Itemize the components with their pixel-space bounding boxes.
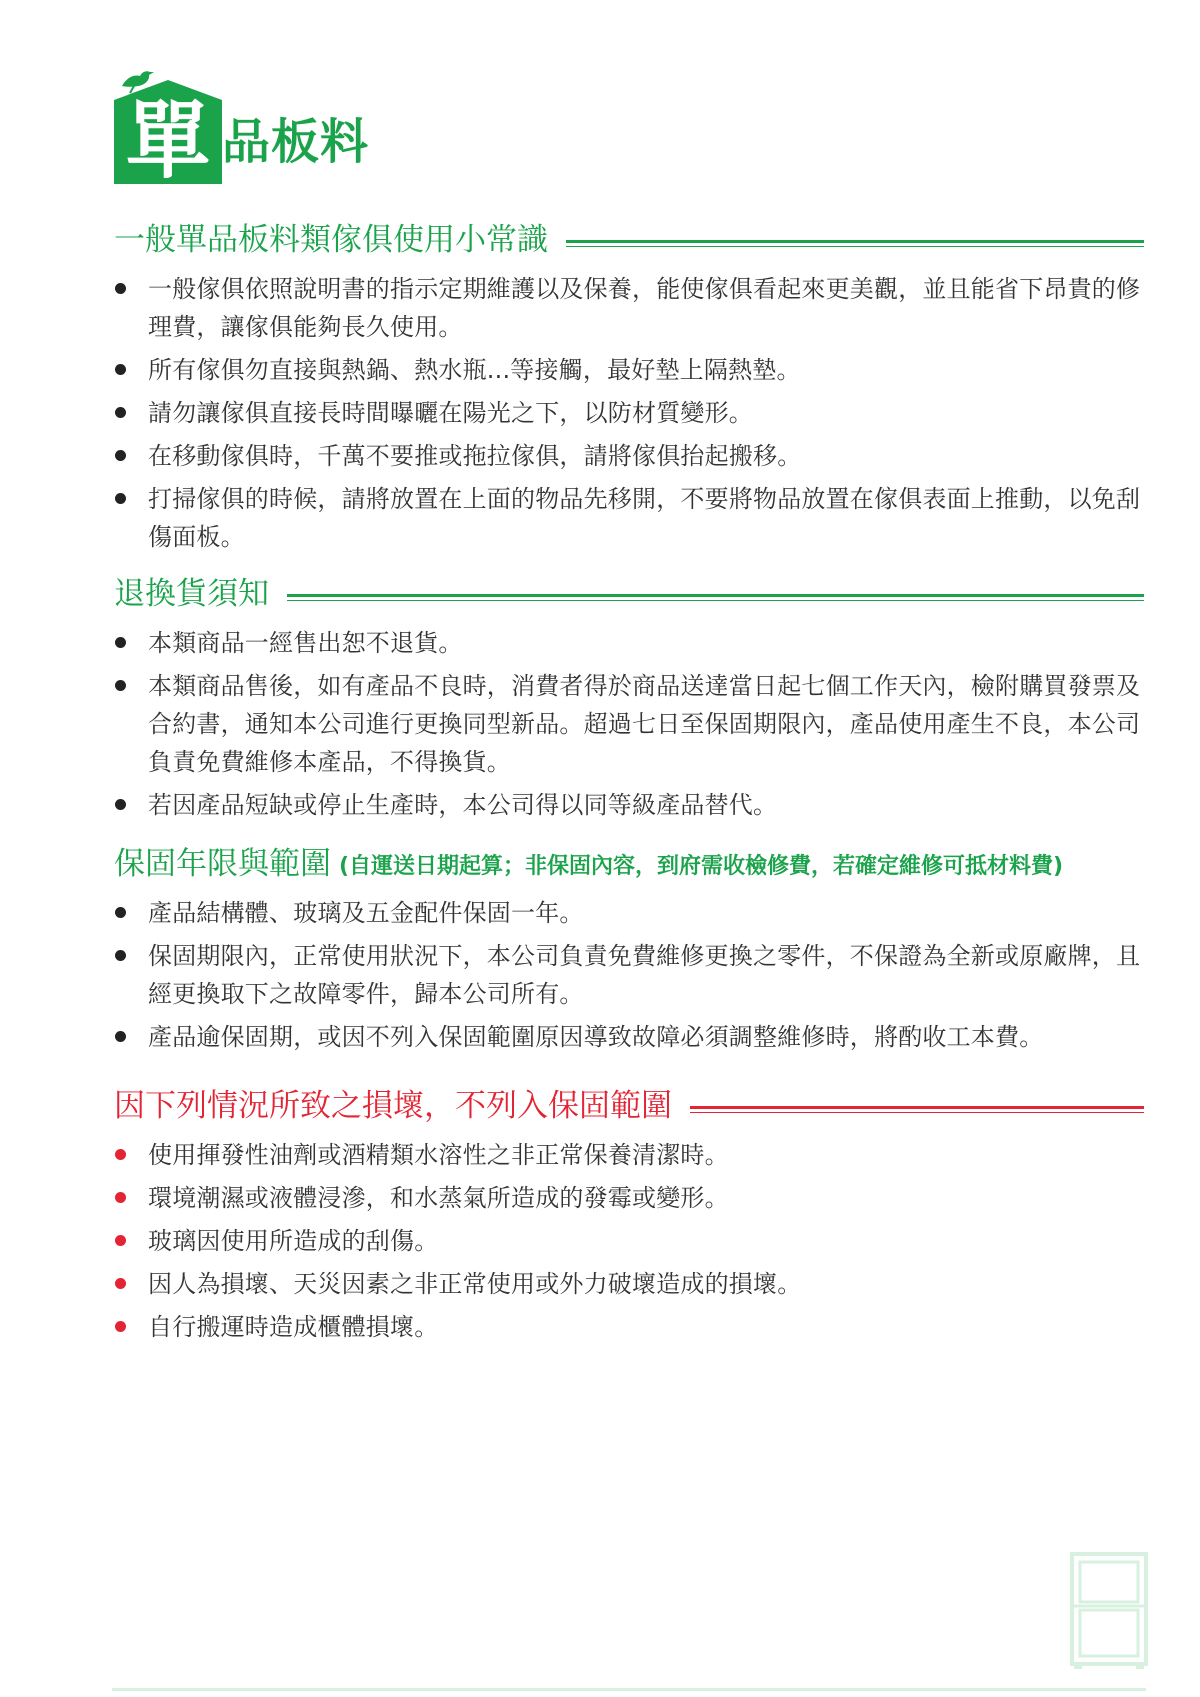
section-header: [114, 1084, 1144, 1128]
bullet-icon: [115, 407, 126, 418]
list-item: 使用揮發性油劑或酒精類水溶性之非正常保養清潔時。: [114, 1136, 1144, 1174]
cabinet-icon: [1070, 1552, 1148, 1670]
list-item: 請勿讓傢俱直接長時間曝曬在陽光之下，以防材質變形。: [114, 394, 1144, 432]
bullet-icon: [115, 799, 126, 810]
section-header: [114, 218, 1144, 262]
section-divider: [566, 240, 1144, 247]
bullet-list: [114, 624, 1144, 824]
bullet-icon: [115, 680, 126, 691]
bullet-icon: [115, 907, 126, 918]
list-item: 本類商品一經售出恕不退貨。: [114, 624, 1144, 662]
bullet-icon: [115, 950, 126, 961]
bullet-icon: [115, 1149, 126, 1160]
section-title: 因下列情況所致之損壞，不列入保固範圍: [114, 1091, 690, 1122]
bullet-icon: [115, 450, 126, 461]
bullet-icon: [115, 364, 126, 375]
bullet-icon: [115, 1192, 126, 1203]
bullet-list: [114, 894, 1144, 1056]
bullet-icon: [115, 1321, 126, 1332]
section-return-policy: [114, 572, 1144, 829]
section-title: 保固年限與範圍: [114, 849, 339, 880]
bullet-list: [114, 1136, 1144, 1346]
footer-divider: [112, 1688, 1146, 1691]
bullet-icon: [115, 283, 126, 294]
section-header: [114, 572, 1144, 616]
section-usage-tips: [114, 218, 1144, 561]
section-note: (自運送日期起算；非保固內容，到府需收檢修費，若確定維修可抵材料費): [339, 853, 1064, 879]
section-exclusions: [114, 1084, 1144, 1351]
list-item: 自行搬運時造成櫃體損壞。: [114, 1308, 1144, 1346]
list-item: 環境潮濕或液體浸滲，和水蒸氣所造成的發霉或變形。: [114, 1179, 1144, 1217]
bullet-icon: [115, 1235, 126, 1246]
logo-char: 單: [125, 92, 211, 186]
list-item: 所有傢俱勿直接與熱鍋、熱水瓶...等接觸，最好墊上隔熱墊。: [114, 351, 1144, 389]
section-divider: [690, 1106, 1144, 1113]
house-icon: [112, 66, 224, 186]
list-item: 產品結構體、玻璃及五金配件保固一年。: [114, 894, 1144, 932]
section-divider: [287, 594, 1144, 601]
list-item: 打掃傢俱的時候，請將放置在上面的物品先移開，不要將物品放置在傢俱表面上推動，以免刮傷面板。: [114, 480, 1144, 556]
section-title: 一般單品板料類傢俱使用小常識: [114, 225, 566, 256]
section-title: 退換貨須知: [114, 579, 287, 610]
bullet-icon: [115, 493, 126, 504]
list-item: 一般傢俱依照說明書的指示定期維護以及保養，能使傢俱看起來更美觀，並且能省下昂貴的修理費，讓傢俱能夠長久使用。: [114, 270, 1144, 346]
bullet-icon: [115, 637, 126, 648]
page-title: 品板料: [222, 114, 370, 170]
bullet-icon: [115, 1031, 126, 1042]
list-item: 產品逾保固期，或因不列入保固範圍原因導致故障必須調整維修時，將酌收工本費。: [114, 1018, 1144, 1056]
section-header: [114, 842, 1144, 886]
list-item: 因人為損壞、天災因素之非正常使用或外力破壞造成的損壞。: [114, 1265, 1144, 1303]
list-item: 玻璃因使用所造成的刮傷。: [114, 1222, 1144, 1260]
list-item: 若因產品短缺或停止生產時，本公司得以同等級產品替代。: [114, 786, 1144, 824]
list-item: 本類商品售後，如有產品不良時，消費者得於商品送達當日起七個工作天內，檢附購買發票及合約書，通知本公司進行更換同型新品。超過七日至保固期限內，產品使用產生不良，本公司負責免費維修本產品，不得換貨。: [114, 667, 1144, 781]
list-item: 保固期限內，正常使用狀況下，本公司負責免費維修更換之零件，不保證為全新或原廠牌，且經更換取下之故障零件，歸本公司所有。: [114, 937, 1144, 1013]
bullet-list: [114, 270, 1144, 556]
section-warranty: [114, 842, 1144, 1061]
bullet-icon: [115, 1278, 126, 1289]
list-item: 在移動傢俱時，千萬不要推或拖拉傢俱，請將傢俱抬起搬移。: [114, 437, 1144, 475]
